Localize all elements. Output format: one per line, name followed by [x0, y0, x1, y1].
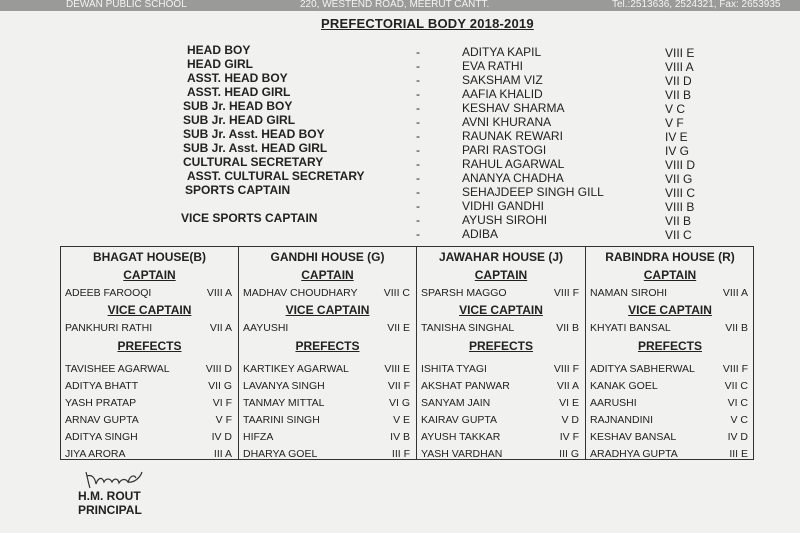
page-title: PREFECTORIAL BODY 2018-2019 — [321, 16, 534, 31]
body-role: ASST. HEAD GIRL — [187, 85, 291, 99]
vice-captain-label: VICE CAPTAIN — [628, 303, 712, 317]
body-student-class: VII C — [665, 228, 692, 242]
prefects-heading — [239, 339, 416, 353]
prefect-class: VIII F — [722, 363, 748, 375]
prefects-label: PREFECTS — [468, 339, 533, 353]
prefect-class: VI E — [559, 397, 579, 409]
body-student-name: VIDHI GANDHI — [462, 199, 545, 213]
body-dash: - — [416, 171, 420, 185]
captain-name: SPARSH MAGGO — [421, 287, 507, 299]
prefect-name: TAARINI SINGH — [243, 414, 320, 426]
vice-captain-name: PANKHURI RATHI — [65, 322, 153, 334]
body-student-class: VIII A — [665, 60, 694, 74]
prefect-name: AKSHAT PANWAR — [421, 380, 510, 392]
body-student-class: VII B — [665, 214, 692, 228]
captain-class: VIII C — [383, 287, 410, 299]
body-student-name: SEHAJDEEP SINGH GILL — [462, 185, 604, 199]
body-dash: - — [416, 143, 420, 157]
body-role: SUB Jr. Asst. HEAD BOY — [183, 127, 325, 141]
body-role: CULTURAL SECRETARY — [183, 155, 324, 169]
body-role: HEAD BOY — [187, 43, 251, 57]
house-name: JAWAHAR HOUSE (J) — [438, 250, 563, 264]
prefect-class: VIII E — [384, 363, 410, 375]
body-dash: - — [416, 185, 420, 199]
prefect-name: ARNAV GUPTA — [65, 414, 139, 426]
body-student-class: VIII E — [665, 46, 695, 60]
prefects-heading — [417, 339, 585, 353]
body-student-class: IV G — [665, 144, 690, 158]
school-name: DEWAN PUBLIC SCHOOL — [66, 0, 187, 10]
vice-captain-heading — [586, 303, 754, 317]
principal-name: H.M. ROUT — [78, 489, 141, 503]
prefect-name: ADITYA SINGH — [65, 431, 138, 443]
body-role: SPORTS CAPTAIN — [185, 183, 291, 197]
body-student-name: EVA RATHI — [462, 59, 523, 73]
prefect-class: VII C — [724, 380, 748, 392]
house-name: GANDHI HOUSE (G) — [270, 250, 385, 264]
principal-title: PRINCIPAL — [78, 503, 142, 517]
vice-captain-name: AAYUSHI — [243, 322, 289, 334]
body-role: ASST. CULTURAL SECRETARY — [187, 169, 365, 183]
prefect-class: V C — [730, 414, 748, 426]
prefect-class: IV B — [390, 431, 410, 443]
captain-label: CAPTAIN — [643, 268, 697, 282]
vice-captain-label: VICE CAPTAIN — [107, 303, 192, 317]
prefects-heading — [586, 339, 754, 353]
house-name: RABINDRA HOUSE (R) — [605, 250, 735, 264]
captain-name: ADEEB FAROOQI — [65, 287, 152, 299]
body-student-class: VII D — [665, 74, 692, 88]
body-role: HEAD GIRL — [187, 57, 253, 71]
body-role: SUB Jr. Asst. HEAD GIRL — [183, 141, 328, 155]
body-student-class: V C — [665, 102, 686, 116]
prefect-name: SANYAM JAIN — [421, 397, 491, 409]
body-dash: - — [416, 227, 420, 241]
captain-class: VIII A — [206, 287, 232, 299]
body-dash: - — [416, 157, 420, 171]
houses-table — [60, 246, 754, 460]
captain-label: CAPTAIN — [474, 268, 528, 282]
prefects-heading — [61, 339, 238, 353]
prefects-label: PREFECTS — [295, 339, 360, 353]
prefect-class: IV F — [559, 431, 579, 443]
body-student-class: VIII B — [665, 200, 695, 214]
prefect-class: IV D — [211, 431, 232, 443]
school-address: 220, WESTEND ROAD, MEERUT CANTT. — [300, 0, 490, 10]
prefect-class: VII F — [387, 380, 410, 392]
prefects-label: PREFECTS — [117, 339, 182, 353]
prefect-class: III F — [391, 448, 410, 460]
prefect-name: ADITYA SABHERWAL — [590, 363, 695, 375]
vice-captain-heading — [417, 303, 585, 317]
prefect-name: KARTIKEY AGARWAL — [243, 363, 349, 375]
captain-heading — [239, 268, 416, 282]
body-student-class: VIII D — [665, 158, 696, 172]
body-dash: - — [416, 59, 420, 73]
body-student-class: VII B — [665, 88, 692, 102]
vice-captain-class: VII B — [725, 322, 748, 334]
school-contact: Tel.:2513636, 2524321, Fax: 2653935 — [612, 0, 781, 10]
prefect-class: V E — [393, 414, 410, 426]
captain-label: CAPTAIN — [123, 268, 176, 282]
body-student-class: VII G — [665, 172, 693, 186]
house-column — [586, 247, 754, 459]
prefect-name: KESHAV BANSAL — [590, 431, 677, 443]
body-student-class: IV E — [665, 130, 688, 144]
body-dash: - — [416, 213, 420, 227]
prefect-class: III E — [729, 448, 748, 460]
captain-label: CAPTAIN — [301, 268, 354, 282]
prefect-name: TANMAY MITTAL — [243, 397, 325, 409]
prefect-class: VI C — [727, 397, 748, 409]
body-student-name: AYUSH SIROHI — [462, 213, 548, 227]
body-role: VICE SPORTS CAPTAIN — [181, 211, 318, 225]
house-name: BHAGAT HOUSE(B) — [92, 250, 207, 264]
body-student-name: ANANYA CHADHA — [462, 171, 564, 185]
house-column — [61, 247, 238, 459]
captain-name: MADHAV CHOUDHARY — [243, 287, 358, 299]
prefect-name: KAIRAV GUPTA — [421, 414, 498, 426]
body-dash: - — [416, 101, 420, 115]
prefect-name: JIYA ARORA — [65, 448, 126, 460]
vice-captain-class: VII E — [387, 322, 410, 334]
letterhead-strip — [0, 0, 800, 11]
body-student-name: SAKSHAM VIZ — [462, 73, 543, 87]
prefect-class: VIII F — [553, 363, 579, 375]
prefect-name: DHARYA GOEL — [243, 448, 318, 460]
prefect-name: ISHITA TYAGI — [421, 363, 487, 375]
body-student-name: KESHAV SHARMA — [462, 101, 565, 115]
body-student-name: AAFIA KHALID — [462, 87, 543, 101]
prefect-name: LAVANYA SINGH — [243, 380, 325, 392]
prefect-class: VII A — [556, 380, 579, 392]
prefect-name: AARUSHI — [590, 397, 637, 409]
body-student-name: ADIBA — [462, 227, 499, 241]
captain-class: VIII F — [553, 287, 579, 299]
vice-captain-class: VII A — [209, 322, 232, 334]
prefect-class: VI F — [212, 397, 232, 409]
body-dash: - — [416, 115, 420, 129]
house-column — [239, 247, 416, 459]
body-dash: - — [416, 129, 420, 143]
body-student-class: VIII C — [665, 186, 696, 200]
captain-name: NAMAN SIROHI — [590, 287, 668, 299]
prefect-name: KANAK GOEL — [590, 380, 658, 392]
prefect-class: IV D — [727, 431, 748, 443]
prefect-name: RAJNANDINI — [590, 414, 654, 426]
prefect-name: HIFZA — [243, 431, 274, 443]
vice-captain-label: VICE CAPTAIN — [285, 303, 370, 317]
body-student-name: ADITYA KAPIL — [462, 45, 542, 59]
body-role: SUB Jr. HEAD GIRL — [183, 113, 296, 127]
captain-heading — [417, 268, 585, 282]
body-student-name: AVNI KHURANA — [462, 115, 552, 129]
prefect-class: V F — [215, 414, 232, 426]
prefect-name: ADITYA BHATT — [65, 380, 139, 392]
prefect-class: III A — [213, 448, 232, 460]
body-dash: - — [416, 87, 420, 101]
vice-captain-label: VICE CAPTAIN — [459, 303, 543, 317]
vice-captain-class: VII B — [556, 322, 579, 334]
body-dash: - — [416, 73, 420, 87]
vice-captain-name: KHYATI BANSAL — [590, 322, 671, 334]
house-column — [417, 247, 585, 459]
captain-class: VIII A — [722, 287, 748, 299]
prefect-name: ARADHYA GUPTA — [590, 448, 678, 460]
prefect-class: VI G — [388, 397, 410, 409]
prefect-name: YASH VARDHAN — [421, 448, 503, 460]
body-student-name: RAHUL AGARWAL — [462, 157, 565, 171]
prefect-class: III G — [559, 448, 579, 460]
captain-heading — [61, 268, 238, 282]
prefect-name: TAVISHEE AGARWAL — [65, 363, 170, 375]
body-student-class: V F — [665, 116, 684, 130]
vice-captain-heading — [61, 303, 238, 317]
prefect-class: V D — [561, 414, 579, 426]
prefect-class: VII G — [208, 380, 232, 392]
body-dash: - — [416, 45, 420, 59]
prefect-name: YASH PRATAP — [65, 397, 137, 409]
vice-captain-heading — [239, 303, 416, 317]
vice-captain-name: TANISHA SINGHAL — [421, 322, 515, 334]
body-role: ASST. HEAD BOY — [187, 71, 288, 85]
body-student-name: RAUNAK REWARI — [462, 129, 563, 143]
body-student-name: PARI RASTOGI — [462, 143, 547, 157]
prefects-label: PREFECTS — [637, 339, 702, 353]
prefect-name: AYUSH TAKKAR — [421, 431, 501, 443]
body-dash: - — [416, 199, 420, 213]
prefect-class: VIII D — [205, 363, 232, 375]
body-role: SUB Jr. HEAD BOY — [183, 99, 293, 113]
captain-heading — [586, 268, 754, 282]
